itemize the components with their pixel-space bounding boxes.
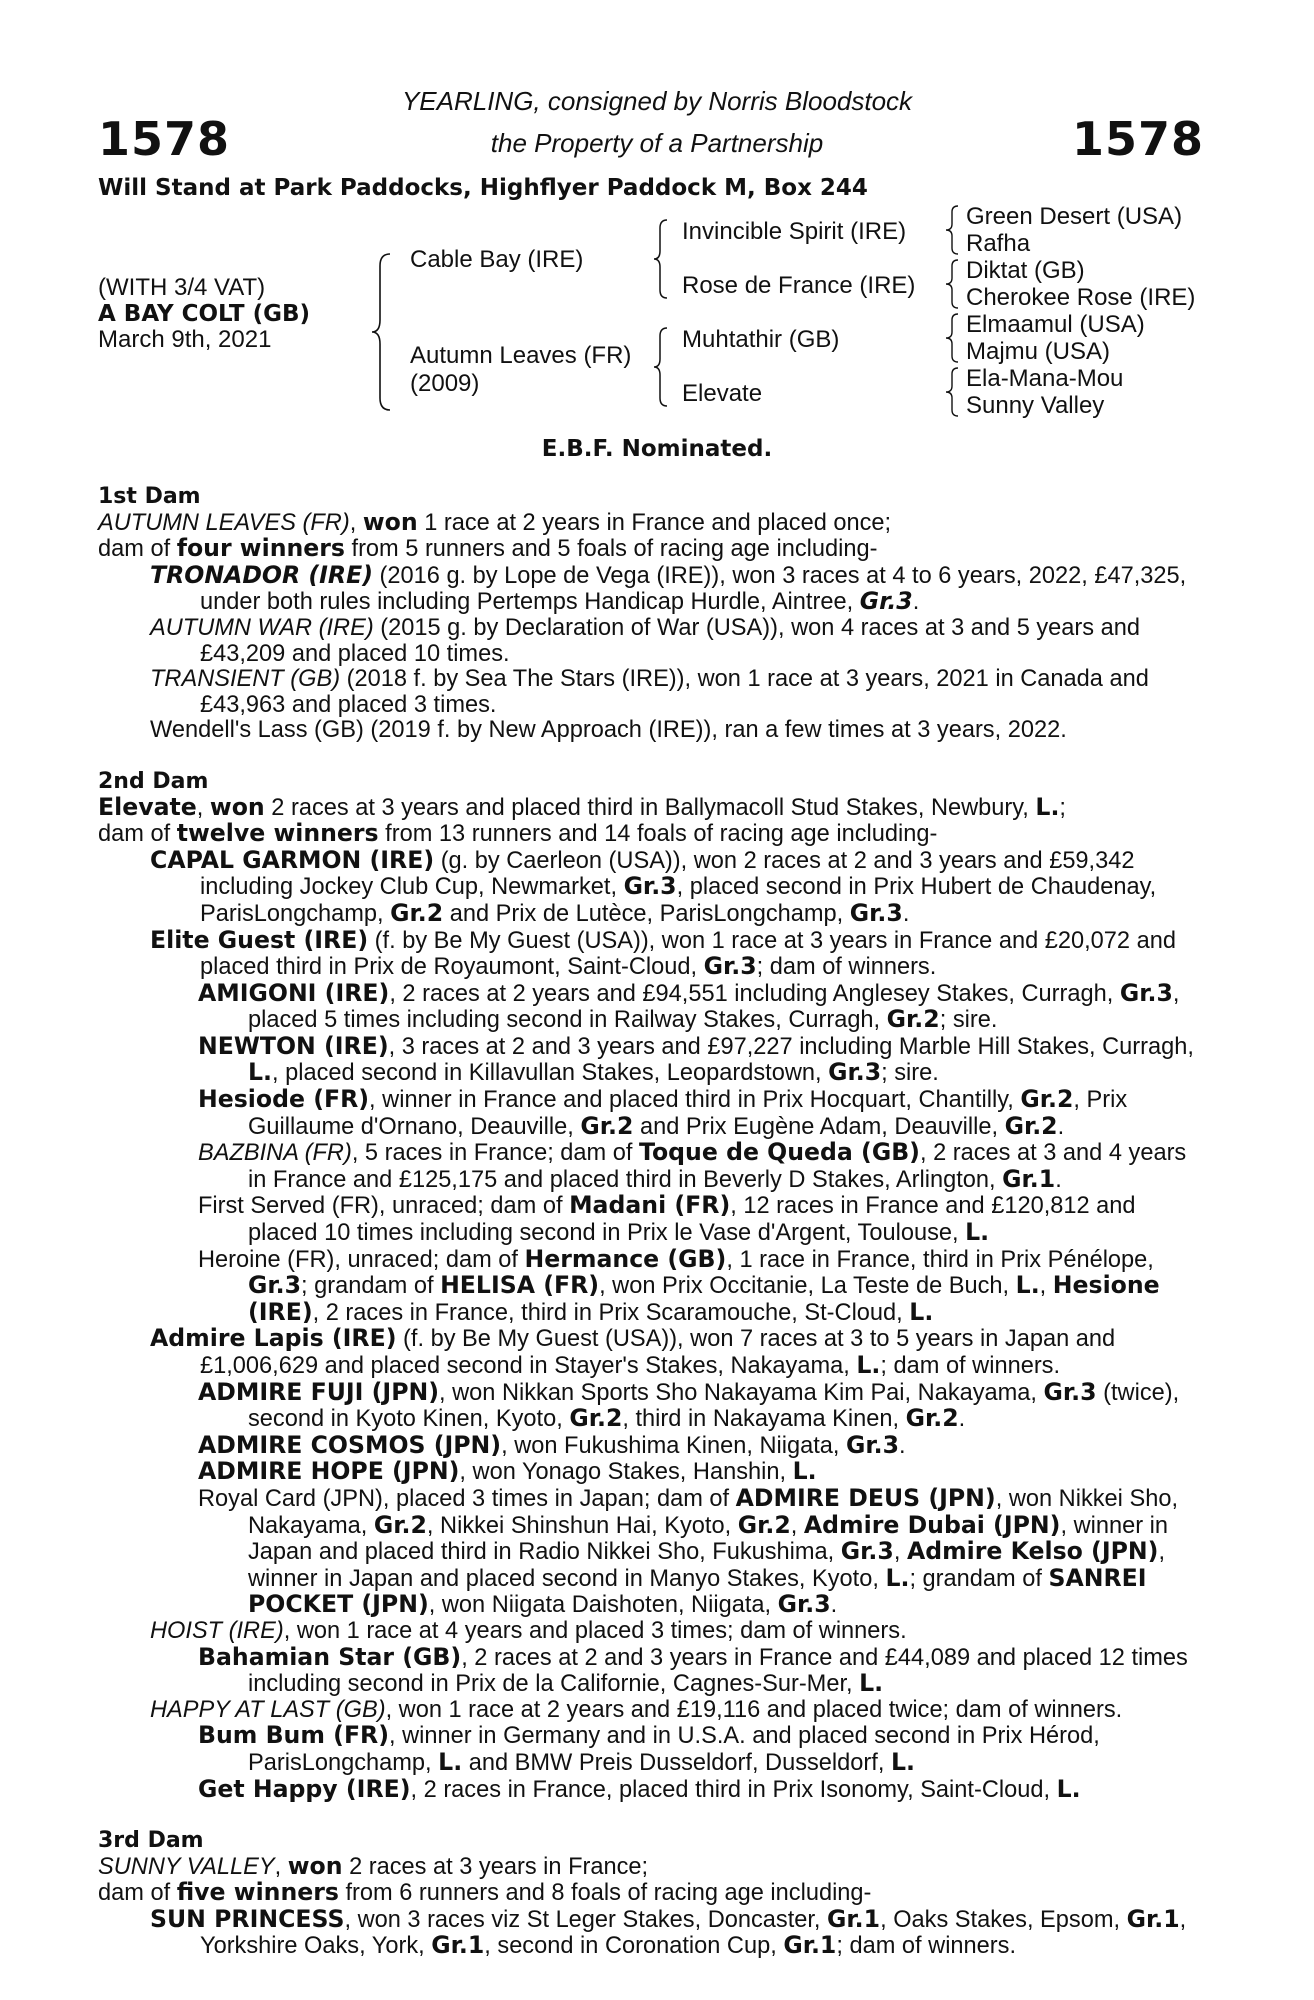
great-grandparent: Majmu (USA) bbox=[966, 338, 1111, 365]
produce-entry: ADMIRE COSMOS (JPN), won Fukushima Kinen, Niigata, Gr.3. bbox=[198, 1430, 906, 1459]
third-dam-produce-summary: dam of five winners from 6 runners and 8 foals of racing age including- bbox=[98, 1878, 872, 1907]
consignment-line: YEARLING, consigned by Norris Bloodstock bbox=[401, 86, 913, 116]
great-grandparent: Ela-Mana-Mou bbox=[966, 365, 1124, 392]
dam-dam: Elevate bbox=[682, 380, 763, 407]
pedigree-brace-g4 bbox=[944, 366, 960, 418]
great-grandparent: Diktat (GB) bbox=[966, 257, 1085, 284]
sire: Cable Bay (IRE) bbox=[410, 246, 584, 273]
produce-entry: BAZBINA (FR), 5 races in France; dam of Toque de Queda (GB), 2 races at 3 and 4 years in France and £125,175 and placed third in Beverly D Stakes, Arlington, Gr.1. bbox=[198, 1138, 1187, 1193]
catalogue-body bbox=[98, 484, 1208, 1960]
second-dam-produce-summary: dam of twelve winners from 13 runners and 14 foals of racing age including- bbox=[98, 819, 938, 848]
pedigree-brace-g3 bbox=[944, 312, 960, 364]
produce-entry: ADMIRE FUJI (JPN), won Nikkan Sports Sho Nakayama Kim Pai, Nakayama, Gr.3 (twice), second in Kyoto Kinen, Kyoto, Gr.2, third in Nakayama Kinen, Gr.2. bbox=[198, 1377, 1180, 1433]
produce-entry: Royal Card (JPN), placed 3 times in Japan; dam of ADMIRE DEUS (JPN), won Nikkei Sho, Nakayama, Gr.2, Nikkei Shinshun Hai, Kyoto, Gr.2, Admire Dubai (JPN), winner in Japan and placed third in Radio Nikkei Sho, Fukushima, Gr.3, Admire Kelso (JPN), winner in Japan and placed second in Manyo Stakes, Kyoto, L.; grandam of SANREI POCKET (JPN), won Niigata Daishoten, Niigata, Gr.3. bbox=[198, 1483, 1178, 1619]
great-grandparent: Rafha bbox=[966, 230, 1031, 257]
produce-entry: Hesiode (FR), winner in France and placed third in Prix Hocquart, Chantilly, Gr.2, Prix Guillaume d'Ornano, Deauville, Gr.2 and Prix Eugène Adam, Deauville, Gr.2. bbox=[198, 1085, 1128, 1140]
produce-entry: Bum Bum (FR), winner in Germany and in U.S.A. and placed second in Prix Hérod, ParisLongchamp, L. and BMW Preis Dusseldorf, Dusseldorf, L. bbox=[198, 1721, 1100, 1776]
dam-year: (2009) bbox=[410, 370, 480, 397]
produce-entry: Wendell's Lass (GB) (2019 f. by New Approach (IRE)), ran a few times at 3 years, 2022. bbox=[150, 717, 1067, 744]
produce-entry: Heroine (FR), unraced; dam of Hermance (GB), 1 race in France, third in Prix Pénélope, Gr.3; grandam of HELISA (FR), won Prix Occitanie, La Teste de Buch, L., Hesione (IRE), 2 races in France, third in Prix Scaramouche, St-Cloud, L. bbox=[198, 1244, 1160, 1326]
second-dam-line: Elevate, won 2 races at 3 years and placed third in Ballymacoll Stud Stakes, Newbury, L.; bbox=[98, 792, 1066, 821]
produce-entry: HOIST (IRE), won 1 race at 4 years and placed 3 times; dam of winners. bbox=[150, 1617, 907, 1644]
produce-entry: Get Happy (IRE), 2 races in France, placed third in Prix Isonomy, Saint-Cloud, L. bbox=[198, 1774, 1081, 1803]
property-line: the Property of a Partnership bbox=[490, 128, 824, 158]
produce-entry: AUTUMN WAR (IRE) (2015 g. by Declaration of War (USA)), won 4 races at 3 and 5 years and £43,209 and placed 10 times. bbox=[150, 614, 1140, 667]
pedigree-brace-dam bbox=[652, 326, 670, 408]
pedigree-brace-main bbox=[370, 252, 394, 412]
dam: Autumn Leaves (FR) bbox=[410, 342, 632, 369]
third-dam-heading: 3rd Dam bbox=[98, 1828, 204, 1854]
pedigree-brace-g1 bbox=[944, 204, 960, 256]
produce-entry: AMIGONI (IRE), 2 races at 2 years and £94,551 including Anglesey Stakes, Curragh, Gr.3, placed 5 times including second in Railway Stakes, Curragh, Gr.2; sire. bbox=[198, 978, 1180, 1034]
pedigree-brace-sire bbox=[652, 218, 670, 300]
second-dam-heading: 2nd Dam bbox=[98, 768, 209, 794]
third-dam-line: SUNNY VALLEY, won 2 races at 3 years in France; bbox=[98, 1851, 649, 1880]
lot-number-left: 1578 bbox=[98, 112, 231, 166]
stand-location: Will Stand at Park Paddocks, Highflyer Paddock M, Box 244 bbox=[98, 175, 868, 201]
produce-entry: Admire Lapis (IRE) (f. by Be My Guest (USA)), won 7 races at 3 to 5 years in Japan and £1,006,629 and placed second in Stayer's Stakes, Nakayama, L.; dam of winners. bbox=[150, 1324, 1116, 1379]
horse-name: A BAY COLT (GB) bbox=[98, 301, 311, 327]
pedigree-brace-g2 bbox=[944, 258, 960, 310]
sire-dam: Rose de France (IRE) bbox=[682, 272, 916, 299]
produce-entry: TRONADOR (IRE) (2016 g. by Lope de Vega (IRE)), won 3 races at 4 to 6 years, 2022, £47,325, under both rules including Pertemps Handicap Hurdle, Aintree, Gr.3. bbox=[150, 560, 1187, 616]
great-grandparent: Green Desert (USA) bbox=[966, 203, 1183, 230]
vat-note: (WITH 3/4 VAT) bbox=[98, 274, 266, 301]
first-dam-line: AUTUMN LEAVES (FR), won 1 race at 2 years in France and placed once; bbox=[98, 507, 892, 536]
produce-entry: HAPPY AT LAST (GB), won 1 race at 2 years and £19,116 and placed twice; dam of winners. bbox=[150, 1696, 1123, 1723]
great-grandparent: Sunny Valley bbox=[966, 392, 1105, 419]
produce-entry: CAPAL GARMON (IRE) (g. by Caerleon (USA)), won 2 races at 2 and 3 years and £59,342 including Jockey Club Cup, Newmarket, Gr.3, placed second in Prix Hubert de Chaudenay, ParisLongchamp, Gr.2 and Prix de Lutèce, ParisLongchamp, Gr.3. bbox=[150, 845, 1157, 927]
first-dam-heading: 1st Dam bbox=[98, 484, 201, 509]
produce-entry: NEWTON (IRE), 3 races at 2 and 3 years and £97,227 including Marble Hill Stakes, Curragh, L., placed second in Killavullan Stakes, Leopardstown, Gr.3; sire. bbox=[198, 1031, 1194, 1087]
sire-sire: Invincible Spirit (IRE) bbox=[682, 218, 907, 245]
great-grandparent: Cherokee Rose (IRE) bbox=[966, 284, 1196, 311]
foaling-date: March 9th, 2021 bbox=[98, 326, 272, 353]
lot-number-right: 1578 bbox=[1071, 112, 1204, 166]
produce-entry: ADMIRE HOPE (JPN), won Yonago Stakes, Hanshin, L. bbox=[198, 1457, 817, 1486]
produce-entry: Bahamian Star (GB), 2 races at 2 and 3 years in France and £44,089 and placed 12 times including second in Prix de la Californie, Cagnes-Sur-Mer, L. bbox=[198, 1642, 1188, 1698]
ebf-nominated: E.B.F. Nominated. bbox=[541, 436, 773, 462]
produce-entry: SUN PRINCESS, won 3 races viz St Leger Stakes, Doncaster, Gr.1, Oaks Stakes, Epsom, Gr.1, Yorkshire Oaks, York, Gr.1, second in Coronation Cup, Gr.1; dam of winners. bbox=[150, 1904, 1187, 1960]
produce-entry: First Served (FR), unraced; dam of Madani (FR), 12 races in France and £120,812 and placed 10 times including second in Prix le Vase d'Argent, Toulouse, L. bbox=[198, 1191, 1136, 1247]
dam-sire: Muhtathir (GB) bbox=[682, 326, 840, 353]
great-grandparent: Elmaamul (USA) bbox=[966, 311, 1145, 338]
produce-entry: TRANSIENT (GB) (2018 f. by Sea The Stars (IRE)), won 1 race at 3 years, 2021 in Canada and £43,963 and placed 3 times. bbox=[150, 666, 1149, 718]
produce-entry: Elite Guest (IRE) (f. by Be My Guest (USA)), won 1 race at 3 years in France and £20,072 and placed third in Prix de Royaumont, Saint-Cloud, Gr.3; dam of winners. bbox=[150, 925, 1176, 981]
first-dam-produce-summary: dam of four winners from 5 runners and 5 foals of racing age including- bbox=[98, 534, 878, 563]
